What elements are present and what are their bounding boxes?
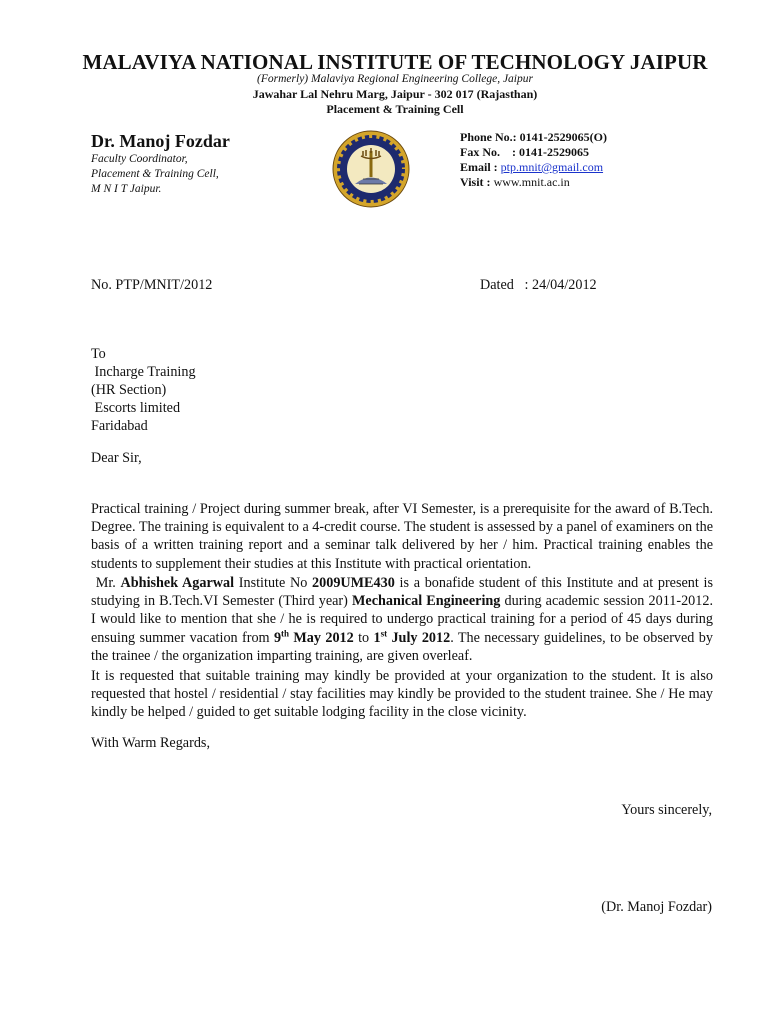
address-line: Escorts limited xyxy=(91,400,181,416)
letter-date: Dated : 24/04/2012 xyxy=(480,277,597,293)
institute-number: 2009UME430 xyxy=(312,575,395,591)
email-link[interactable]: ptp.mnit@gmail.com xyxy=(500,160,604,174)
address-line: (HR Section) xyxy=(91,382,167,398)
institute-title: MALAVIYA NATIONAL INSTITUTE OF TECHNOLOGY JAIPUR xyxy=(82,50,708,74)
address-line: Jawahar Lal Nehru Marg, Jaipur - 302 017 (Rajasthan) xyxy=(252,87,538,101)
website: www.mnit.ac.in xyxy=(493,175,570,189)
text: is a bonafide student of this Institute and at present is studying in B.Tech.VI Semester (Third year) xyxy=(91,575,714,610)
visit-label: Visit : xyxy=(460,175,491,189)
salutation: Dear Sir, xyxy=(91,450,142,466)
address-line: To xyxy=(91,346,106,362)
mnit-seal-logo-icon xyxy=(331,129,411,209)
recipient-address xyxy=(91,327,196,453)
signature: (Dr. Manoj Fozdar) xyxy=(601,899,712,915)
phone: Phone No.: 0141-2529065(O) xyxy=(460,130,607,144)
fax: Fax No. : 0141-2529065 xyxy=(460,145,589,159)
branch: Mechanical Engineering xyxy=(352,593,501,610)
address-line: Incharge Training xyxy=(91,364,196,380)
text: . The necessary guidelines, to be observed by the trainee / the organization imparting training, are given overleaf. xyxy=(91,629,713,664)
closing: Yours sincerely, xyxy=(621,802,712,818)
text: during academic session 2011-2012. I would like to mention that she / he is required to undergo practical training for a period of 45 days during ensuing summer vacation from xyxy=(91,593,713,646)
cell-line: Placement & Training Cell xyxy=(326,102,464,116)
end-date: 1st July 2012 xyxy=(373,627,451,646)
reference-number: No. PTP/MNIT/2012 xyxy=(91,277,213,293)
contact-block xyxy=(460,130,607,190)
paragraph-1: Practical training / Project during summer break, after VI Semester, is a prerequisite for the award of B.Tech. Degree. The training is equivalent to a 4-credit course. The student is assessed by a panel of examiners on the basis of a written training report and a seminar talk delivered by her / him. Practical training enables the students to supplement their studies at this Institute with practical orientation. xyxy=(91,501,713,572)
text: Institute No xyxy=(234,575,313,591)
role-line: Faculty Coordinator, xyxy=(91,153,188,165)
role-line: M N I T Jaipur. xyxy=(91,183,162,195)
student-name: Abhishek Agarwal xyxy=(120,575,235,591)
text: to xyxy=(353,629,374,646)
start-date: 9th May 2012 xyxy=(273,627,354,646)
paragraph-2 xyxy=(91,574,713,665)
sender-role xyxy=(91,152,219,197)
email-label: Email : xyxy=(460,160,498,174)
formerly-line: (Formerly) Malaviya Regional Engineering College, Jaipur xyxy=(257,73,533,85)
sender-name: Dr. Manoj Fozdar xyxy=(91,131,230,151)
paragraph-3: It is requested that suitable training may kindly be provided at your organization to the student. It is also requested that hostel / residential / stay facilities may kindly be provided to the student trainee. She / He may kindly be helped / guided to get suitable lodging facility in the close vicinity. xyxy=(91,668,713,721)
address-line: Faridabad xyxy=(91,418,148,434)
role-line: Placement & Training Cell, xyxy=(91,168,219,180)
text: Mr. xyxy=(95,575,121,591)
regards: With Warm Regards, xyxy=(91,735,210,751)
